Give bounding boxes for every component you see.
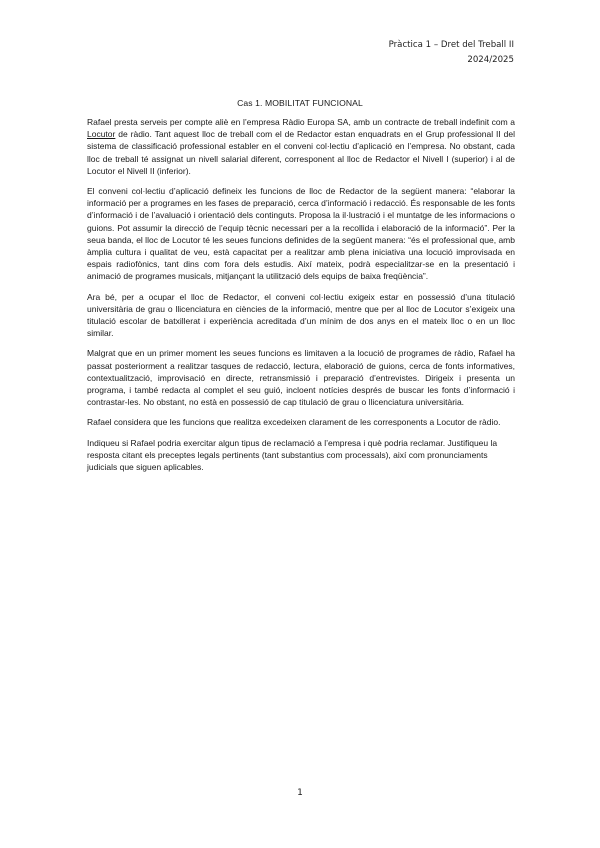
paragraph-job-definitions: El conveni col·lectiu d’aplicació defineix les funcions de lloc de Redactor de la següent manera: “elaborar la informació per a programes en les fases de preparació, cerca d’informació i redacció. És responsable de les fonts d’informació i de l’avaluació i orientació dels continguts. Proposa la il·lustració i el muntatge de les informacions o guions. Pot assumir la direcció de l’equip tècnic necessari per a la recollida i elaboració de la informació”. Per la seua banda, el lloc de Locutor té les seues funcions definides de la següent manera: “és el professional que, amb àmplia cultura i qualitat de veu, està capacitat per a realitzar amb plena iniciativa una locució improvisada en espais radiofònics, tant dins com fora dels estudis. Així mateix, podrà especialitzar-se en la presentació i animació de programes musicals, mitjançant la utilització dels equips de baixa freqüència”. [87,186,515,282]
underlined-term-locutor: Locutor [87,129,116,140]
paragraph-question: Indiqueu si Rafael podria exercitar algun tipus de reclamació a l’empresa i què podria reclamar. Justifiqueu la resposta citant els preceptes legals pertinents (tant substantius com processals), així com pronunciaments judicials que siguen aplicables. [87,437,498,473]
paragraph-claim: Rafael considera que les funcions que realitza excedeixen clarament de les corresponents a Locutor de ràdio. [87,417,501,428]
page-header [389,38,514,68]
header-course-title: Pràctica 1 – Dret del Treball II [388,40,514,50]
paragraph-qualifications: Ara bé, per a ocupar el lloc de Redactor, el conveni col·lectiu exigeix estar en possessió d’una titulació universitària de grau o llicenciatura en ciències de la informació, mentre que per al lloc de Locutor s’exigeix una titulació escolar de batxillerat i experiència acreditada d’un mínim de dos anys en el mateix lloc o en un lloc similar. [87,291,515,339]
page-number: 1 [297,788,303,798]
paragraph-employment [87,116,515,177]
header-academic-year: 2024/2025 [467,55,514,65]
paragraph-employment-start: Rafael presta serveis per compte aliè en l’empresa Ràdio Europa SA, amb un contracte de treball indefinit com a [87,117,515,127]
paragraph-employment-end: de ràdio. Tant aquest lloc de treball com el de Redactor estan enquadrats en el Grup professional II del sistema de classificació professional establer en el conveni col·lectiu d’aplicació en l’empresa. No obstant, cada lloc de treball té assignat un nivell salarial diferent, corresponent al lloc de Redactor el Nivell I (superior) i al de Locutor el Nivell II (inferior). [87,129,515,176]
case-body [87,116,515,481]
paragraph-actual-duties: Malgrat que en un primer moment les seues funcions es limitaven a la locució de programes de ràdio, Rafael ha passat posteriorment a realitzar tasques de redacció, lectura, elaboració de guions, cerca de fonts informatives, contextualització, improvisació en directe, retransmissió i preparació d’entrevistes. Dirigeix i presenta un programa, i també redacta al complet el seu guió, incloent notícies després de buscar les fonts d’informació i contrastar-les. No obstant, no està en possessió de cap titulació de grau o llicenciatura universitària. [87,348,515,408]
case-title: Cas 1. MOBILITAT FUNCIONAL [237,98,363,108]
